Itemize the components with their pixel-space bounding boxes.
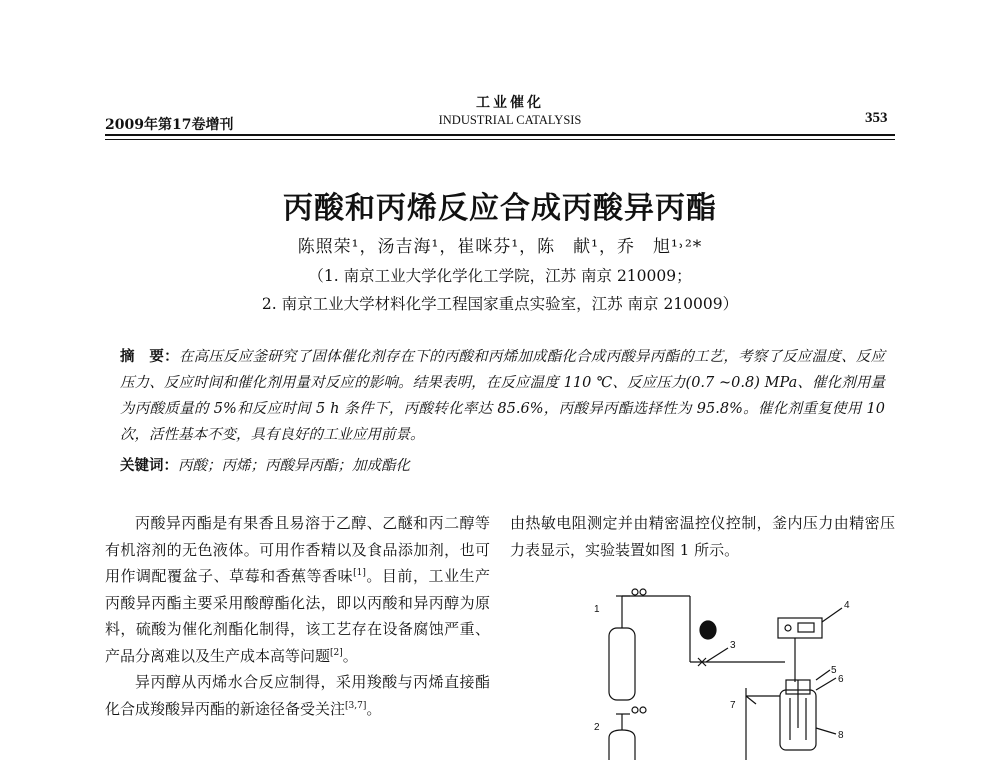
gas-cylinder-2 — [609, 707, 646, 760]
article-title: 丙酸和丙烯反应合成丙酸异丙酯 — [283, 191, 717, 226]
sensor-blob — [700, 621, 716, 639]
paragraph-right: 由热敏电阻测定并由精密温控仪控制，釜内压力由精密压力表显示，实验装置如图 1 所示。 — [510, 514, 895, 559]
page-number: 353 — [865, 110, 888, 126]
reactor-vessel — [780, 670, 836, 750]
header-rule-thin — [105, 139, 895, 140]
abstract — [120, 344, 885, 448]
fig-label-1: 1 — [594, 604, 600, 615]
keywords — [120, 453, 885, 479]
fig-label-3: 3 — [730, 640, 736, 651]
affiliation-2: 2. 南京工业大学材料化学工程国家重点实验室，江苏 南京 210009） — [261, 295, 739, 313]
fig-label-6: 6 — [838, 674, 844, 685]
abstract-label: 摘 要： — [120, 348, 179, 365]
p2-text-a: 异丙醇从丙烯水合反应制得，采用羧酸与丙烯直接酯化合成羧酸异丙酯的新途径备受关注 — [105, 673, 490, 718]
fig-label-7: 7 — [730, 700, 736, 711]
fig-label-2: 2 — [594, 722, 600, 733]
fig-label-5: 5 — [831, 665, 837, 676]
citation-3: [3,7] — [345, 700, 367, 711]
affiliation-1: （1. 南京工业大学化学化工学院，江苏 南京 210009； — [308, 267, 692, 285]
gas-cylinder-1 — [609, 589, 690, 700]
support-stand-7 — [746, 688, 780, 760]
keywords-label: 关键词： — [120, 457, 178, 474]
paragraph-2 — [105, 669, 490, 722]
p1-text-a: 丙酸异丙酯是有果香且易溶于乙醇、乙醚和丙二醇等有机溶剂的无色液体。可用作香精以及食品添加剂，也可用作调配覆盆子、草莓和香蕉等香味 — [105, 514, 490, 585]
p1-text-c: 。 — [342, 646, 358, 665]
p1-text-b: 。目前，工业生产丙酸异丙酯主要采用酸醇酯化法，即以丙酸和异丙醇为原料，硫酸为催化剂酯化制得，该工艺存在设备腐蚀严重、产品分离难以及生产成本高等问题 — [105, 567, 490, 665]
p2-text-b: 。 — [366, 699, 382, 718]
citation-1: [1] — [353, 568, 366, 578]
header-journal — [380, 94, 640, 128]
abstract-text: 在高压反应釜研究了固体催化剂存在下的丙酸和丙烯加成酯化合成丙酸异丙酯的工艺，考察了反应温度、反应压力、反应时间和催化剂用量对反应的影响。结果表明，在反应温度 110 ℃、反应压力(0.7 ~0.8) MPa、催化剂用量为丙酸质量的 5%和反应时间 5 h 条件下，丙酸转化率达 85.6%，丙酸异丙酯选择性为 95.8%。催化剂重复使用 10 次，活性基本不变，具有良好的工业应用前景。 — [120, 349, 886, 443]
apparatus-diagram — [580, 578, 880, 760]
article-authors: 陈照荣¹，汤吉海¹，崔咪芬¹，陈 献¹，乔 旭¹˒²* — [297, 237, 703, 257]
fig-label-8: 8 — [838, 730, 844, 741]
journal-name-cn: 工业催化 — [476, 95, 544, 111]
journal-name-en: INDUSTRIAL CATALYSIS — [438, 113, 582, 127]
citation-2: [2] — [330, 647, 343, 658]
paragraph-1 — [105, 510, 490, 669]
header-issue: 2009年第17卷增刊 — [105, 117, 234, 133]
body-right-column — [510, 510, 895, 563]
valve-3 — [698, 648, 728, 666]
fig-label-4: 4 — [844, 600, 850, 611]
body-left-column — [105, 510, 490, 722]
header-rule-thick — [105, 134, 895, 136]
keywords-text: 丙酸；丙烯；丙酸异丙酯；加成酯化 — [178, 458, 410, 474]
